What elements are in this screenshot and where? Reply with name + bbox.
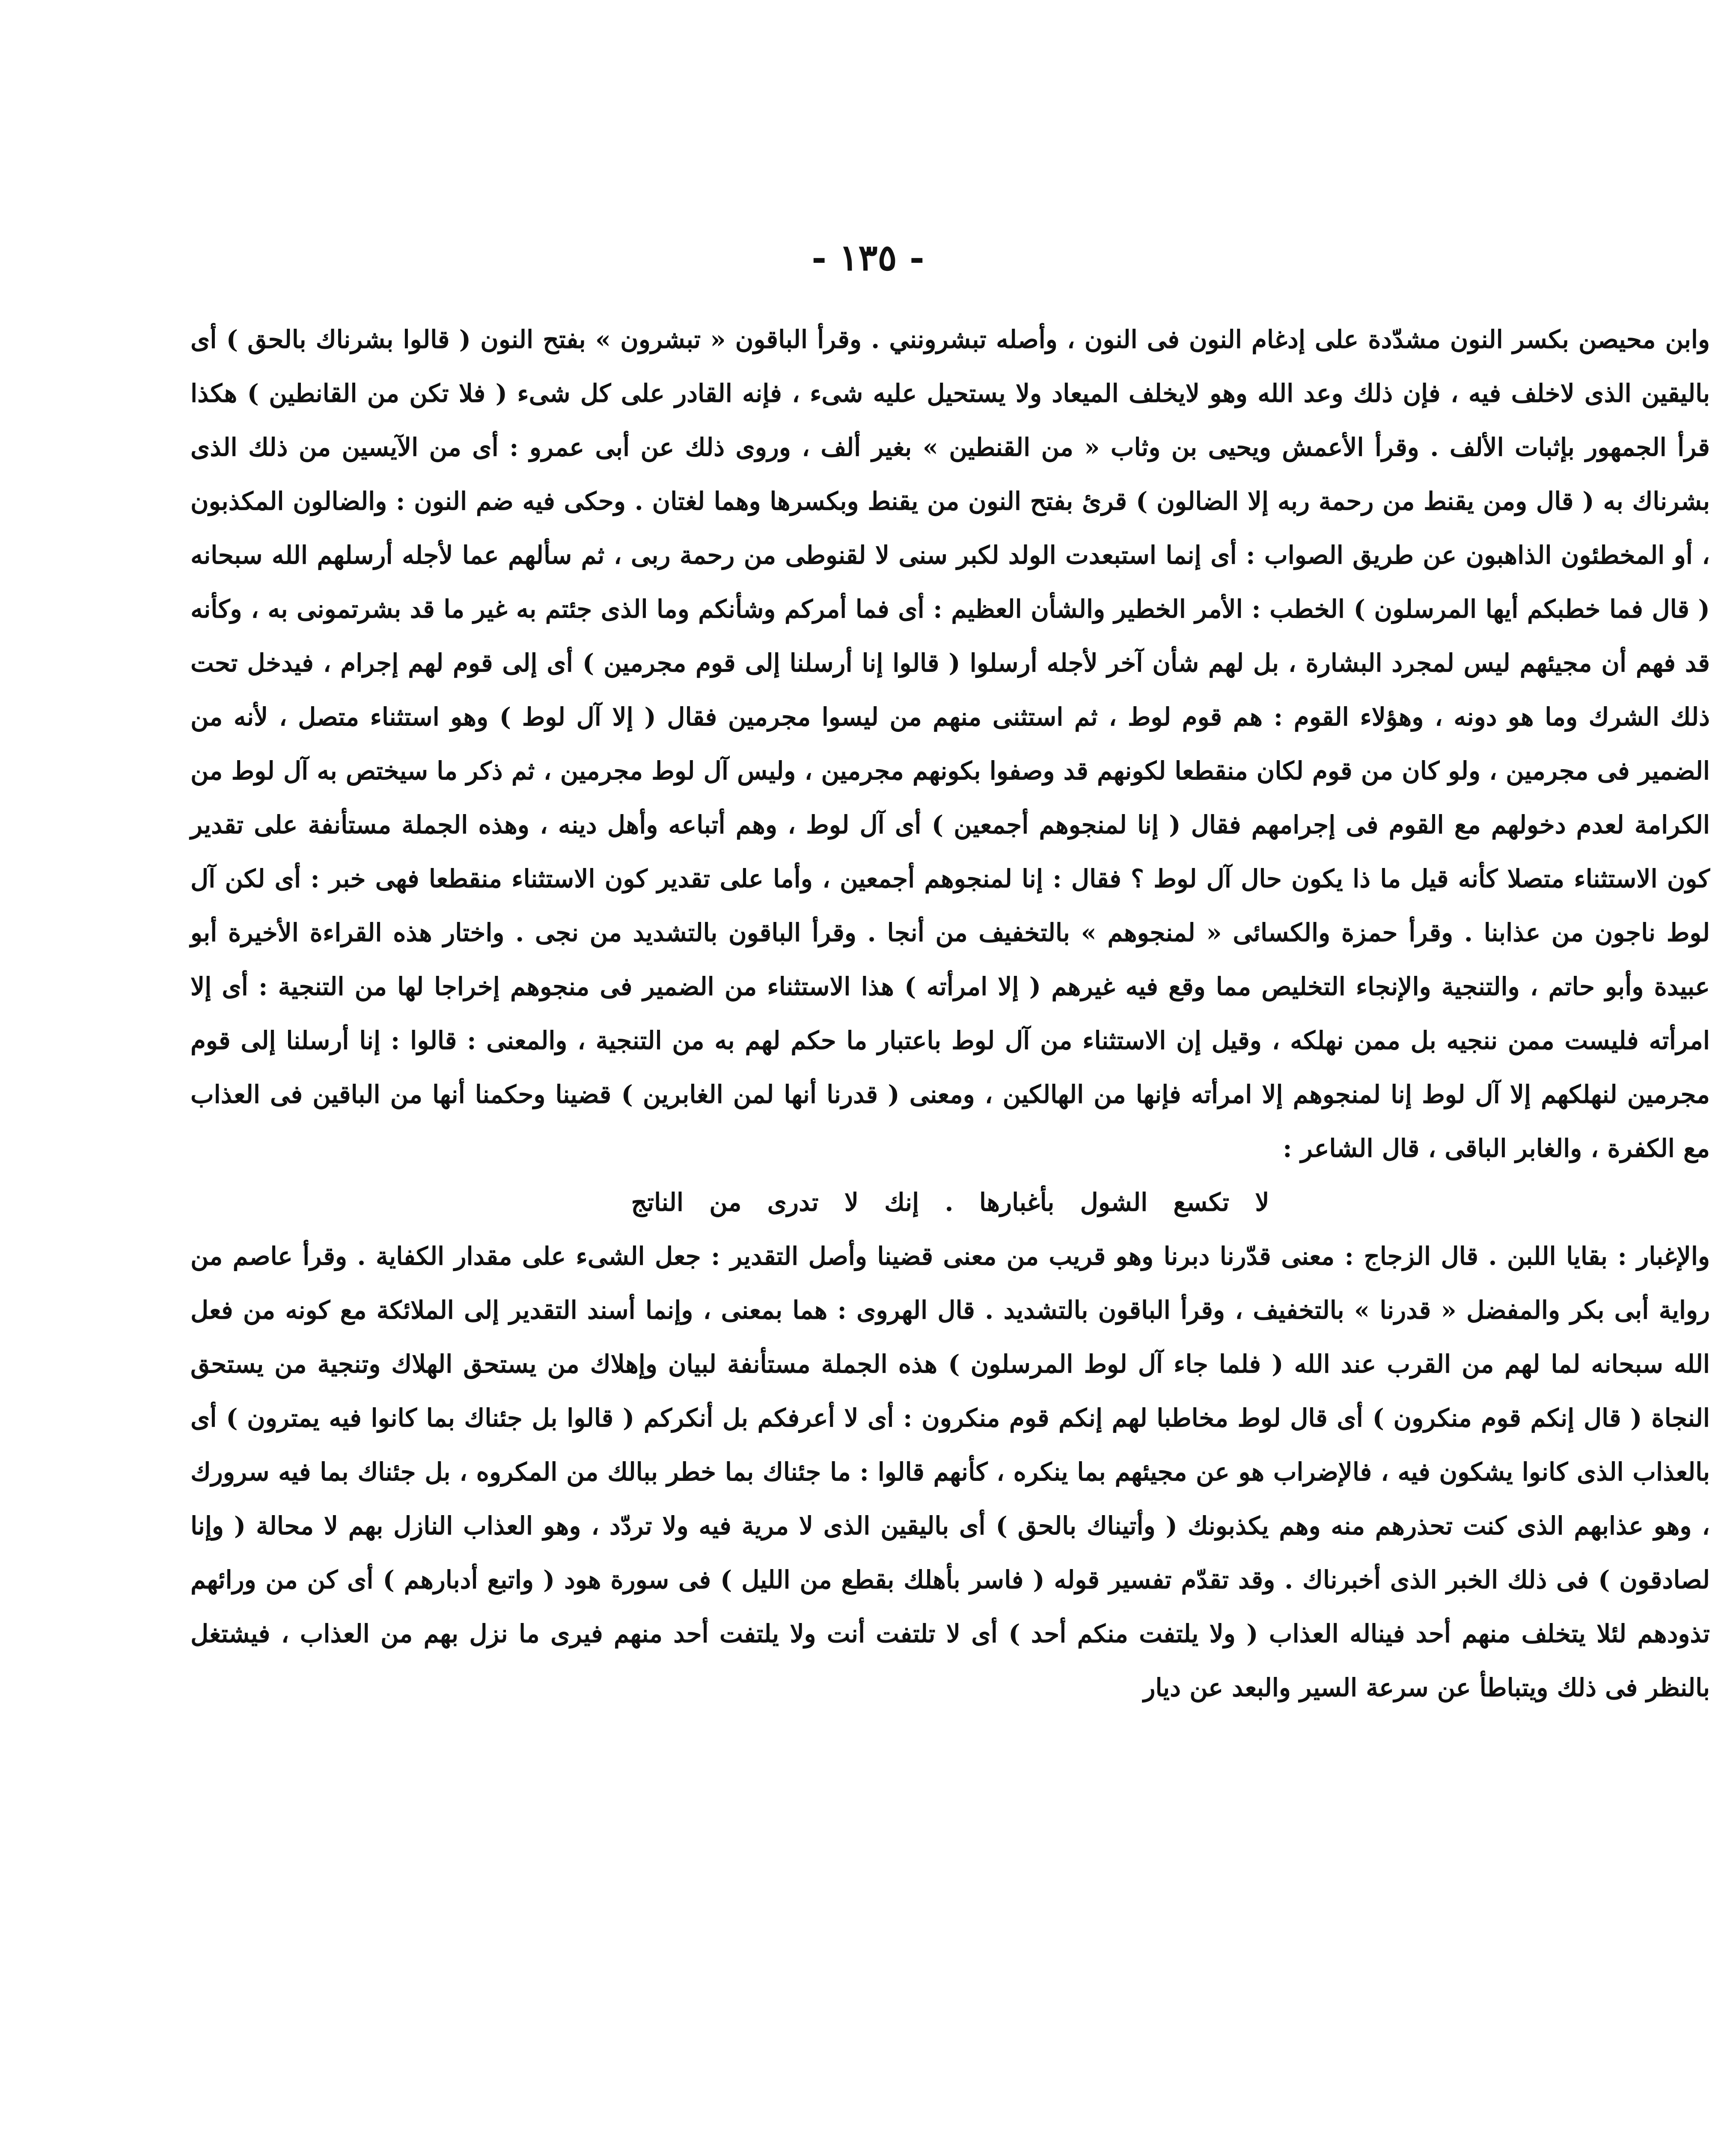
paragraph: والإغبار : بقايا اللبن . قال الزجاج : معنى قدّرنا دبرنا وهو قريب من معنى قضينا وأصل التقدير : جعل الشىء على مقدار الكفاية . وقرأ عاصم من رواية أبى بكر والمفضل « قدرنا » بالتخفيف ، وقرأ الباقون بالتشديد . قال الهروى : هما بمعنى ، وإنما أسند التقدير إلى الملائكة مع كونه من فعل الله سبحانه لما لهم من القرب عند الله ( فلما جاء آل لوط المرسلون ) هذه الجملة مستأنفة لبيان وإهلاك من يستحق الهلاك وتنجية من يستحق النجاة ( قال إنكم قوم منكرون ) أى قال لوط مخاطبا لهم إنكم قوم منكرون : أى لا أعرفكم بل أنكركم ( قالوا بل جئناك بما كانوا فيه يمترون ) أى بالعذاب الذى كانوا يشكون فيه ، فالإضراب هو عن مجيئهم بما ينكره ، كأنهم قالوا : ما جئناك بما خطر ببالك من المكروه ، بل جئناك بما فيه سرورك ، وهو عذابهم الذى كنت تحذرهم منه وهم يكذبونك ( وأتيناك بالحق ) أى باليقين الذى لا مرية فيه ولا تردّد ، وهو العذاب النازل بهم لا محالة ( وإنا لصادقون ) فى ذلك الخبر الذى أخبرناك . وقد تقدّم تفسير قوله ( فاسر بأهلك بقطع من الليل ) فى سورة هود ( واتبع أدبارهم ) أى كن من ورائهم تذودهم لئلا يتخلف منهم أحد فيناله العذاب ( ولا يلتفت منكم أحد ) أى لا تلتفت أنت ولا يلتفت أحد منهم فيرى ما نزل بهم من العذاب ، فيشتغل بالنظر فى ذلك ويتباطأ عن سرعة السير والبعد عن ديار bbox=[190, 1242, 1710, 1702]
poetry-verse: لا تكسع الشول بأغبارها . إنك لا تدرى من الناتج bbox=[631, 1188, 1269, 1217]
page-number: - ١٣٥ - bbox=[812, 236, 924, 279]
paragraph: وابن محيصن بكسر النون مشدّدة على إدغام النون فى النون ، وأصله تبشرونني . وقرأ الباقون « تبشرون » بفتح النون ( قالوا بشرناك بالحق ) أى باليقين الذى لاخلف فيه ، فإن ذلك وعد الله وهو لايخلف الميعاد ولا يستحيل عليه شىء ، فإنه القادر على كل شىء ( فلا تكن من القانطين ) هكذا قرأ الجمهور بإثبات الألف . وقرأ الأعمش ويحيى بن وثاب « من القنطين » بغير ألف ، وروى ذلك عن أبى عمرو : أى من الآيسين من ذلك الذى بشرناك به ( قال ومن يقنط من رحمة ربه إلا الضالون ) قرئ بفتح النون من يقنط وبكسرها وهما لغتان . وحكى فيه ضم النون : والضالون المكذبون ، أو المخطئون الذاهبون عن طريق الصواب : أى إنما استبعدت الولد لكبر سنى لا لقنوطى من رحمة ربى ، ثم سألهم عما لأجله أرسلهم الله سبحانه ( قال فما خطبكم أيها المرسلون ) الخطب : الأمر الخطير والشأن العظيم : أى فما أمركم وشأنكم وما الذى جئتم به غير ما قد بشرتمونى به ، وكأنه قد فهم أن مجيئهم ليس لمجرد البشارة ، بل لهم شأن آخر لأجله أرسلوا ( قالوا إنا أرسلنا إلى قوم مجرمين ) أى إلى قوم لهم إجرام ، فيدخل تحت ذلك الشرك وما هو دونه ، وهؤلاء القوم : هم قوم لوط ، ثم استثنى منهم من ليسوا مجرمين فقال ( إلا آل لوط ) وهو استثناء متصل ، لأنه من الضمير فى مجرمين ، ولو كان من قوم لكان منقطعا لكونهم قد وصفوا بكونهم مجرمين ، وليس آل لوط مجرمين ، ثم ذكر ما سيختص به آل لوط من الكرامة لعدم دخولهم مع القوم فى إجرامهم فقال ( إنا لمنجوهم أجمعين ) أى آل لوط ، وهم أتباعه وأهل دينه ، وهذه الجملة مستأنفة على تقدير كون الاستثناء متصلا كأنه قيل ما ذا يكون حال آل لوط ؟ فقال : إنا لمنجوهم أجمعين ، وأما على تقدير كون الاستثناء منقطعا فهى خبر : أى لكن آل لوط ناجون من عذابنا . وقرأ حمزة والكسائى « لمنجوهم » بالتخفيف من أنجا . وقرأ الباقون بالتشديد من نجى . واختار هذه القراءة الأخيرة أبو عبيدة وأبو حاتم ، والتنجية والإنجاء التخليص مما وقع فيه غيرهم ( إلا امرأته ) هذا الاستثناء من الضمير فى منجوهم إخراجا لها من التنجية : أى إلا امرأته فليست ممن ننجيه بل ممن نهلكه ، وقيل إن الاستثناء من آل لوط باعتبار ما حكم لهم به من التنجية ، والمعنى : قالوا : إنا أرسلنا إلى قوم مجرمين لنهلكهم إلا آل لوط إنا لمنجوهم إلا امرأته فإنها من الهالكين ، ومعنى ( قدرنا أنها لمن الغابرين ) قضينا وحكمنا أنها من الباقين فى العذاب مع الكفرة ، والغابر الباقى ، قال الشاعر : bbox=[190, 325, 1710, 1163]
body-text bbox=[190, 312, 1710, 1715]
